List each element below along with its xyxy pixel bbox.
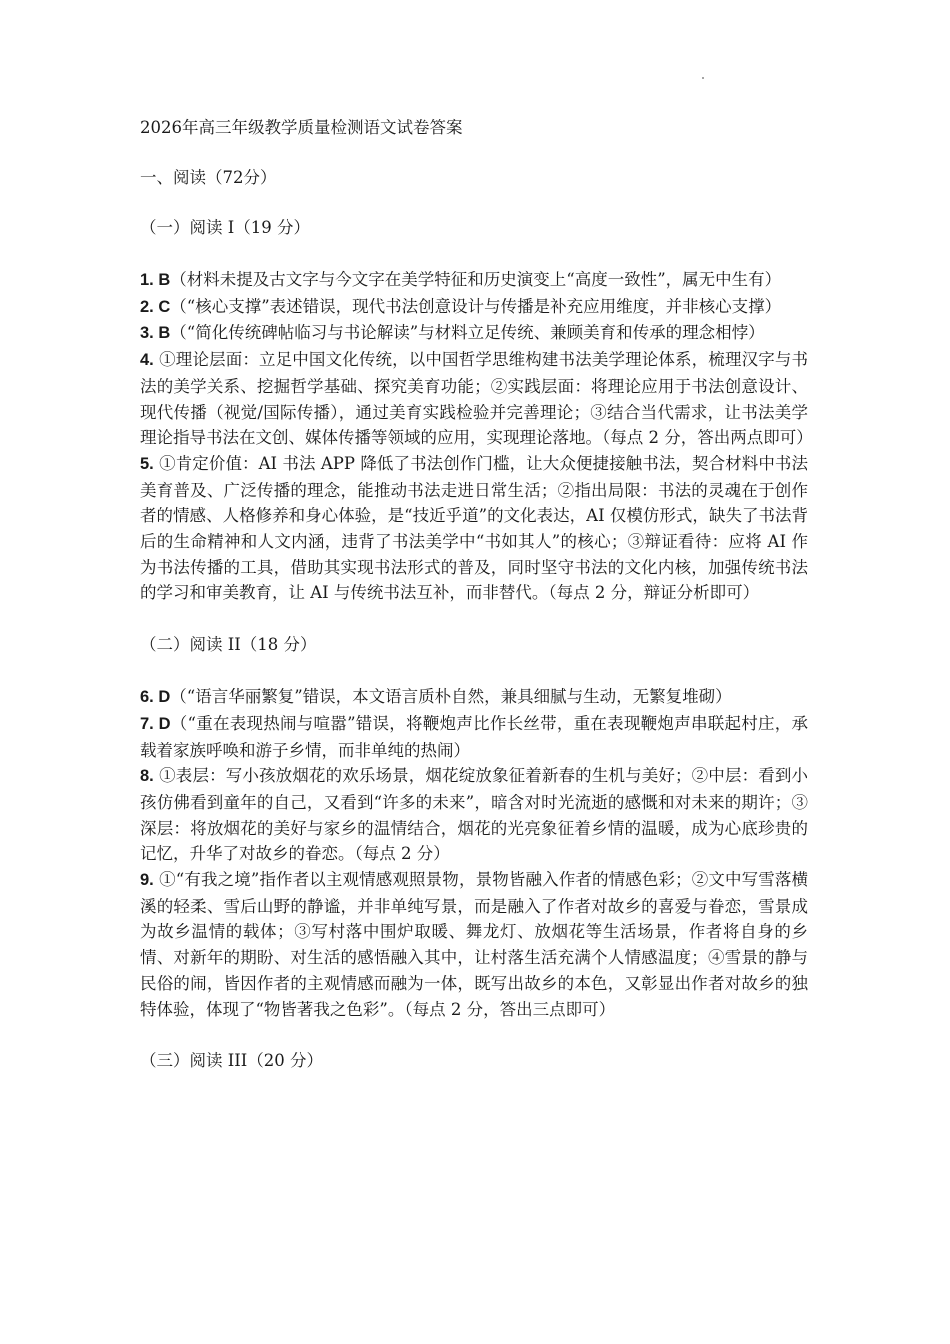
answer-item-1 bbox=[140, 267, 808, 294]
answer-group-reading-1 bbox=[140, 267, 813, 606]
answer-group-reading-2 bbox=[140, 684, 808, 1022]
answer-item-4 bbox=[140, 347, 813, 451]
answer-text: ①“有我之境”指作者以主观情感观照景物，景物皆融入作者的情感色彩；②文中写雪落横溪的轻柔、雪后山野的静谧，并非单纯写景，而是融入了作者对故乡的喜爱与眷恋，雪景成为故乡温情的载体；③写村落中围炉取暖、舞龙灯、放烟花等生活场景，作者将自身的乡情、对新年的期盼、对生活的感悟融入其中，让村落生活充满个人情感温度；④雪景的静与民俗的闹，皆因作者的主观情感而融为一体，既写出故乡的本色，又彰显出作者对故乡的独特体验，体现了“物皆著我之色彩”。（每点 2 分，答出三点即可） bbox=[140, 870, 808, 1019]
answer-item-2 bbox=[140, 294, 808, 321]
document-title: 2026年高三年级教学质量检测语文试卷答案 bbox=[140, 118, 463, 137]
answer-number: 3. B bbox=[140, 324, 171, 343]
answer-text: （材料未提及古文字与今文字在美学特征和历史演变上“高度一致性”，属无中生有） bbox=[170, 270, 782, 289]
answer-item-6 bbox=[140, 684, 808, 711]
section-heading-reading: 一、阅读（72分） bbox=[140, 168, 277, 187]
answer-document bbox=[140, 115, 813, 1100]
part-heading-reading-2: （二）阅读 II（18 分） bbox=[140, 635, 317, 655]
answer-text: （“重在表现热闹与喧嚣”错误，将鞭炮声比作长丝带，重在表现鞭炮声串联起村庄，承载着家族呼唤和游子乡情，而非单纯的热闹） bbox=[140, 713, 809, 760]
answer-number: 2. C bbox=[140, 297, 171, 316]
scan-speck bbox=[702, 77, 704, 79]
answer-number: 7. D bbox=[140, 714, 171, 733]
answer-text: （“语言华丽繁复”错误，本文语言质朴自然，兼具细腻与生动，无繁复堆砌） bbox=[170, 687, 732, 707]
answer-text: （“核心支撑”表述错误，现代书法创意设计与传播是补充应用维度，并非核心支撑） bbox=[170, 296, 782, 316]
answer-number: 4. bbox=[140, 351, 154, 370]
answer-number: 5. bbox=[140, 454, 154, 473]
answer-item-9 bbox=[140, 867, 808, 1022]
answer-number: 6. D bbox=[140, 688, 171, 707]
answer-number: 8. bbox=[140, 767, 154, 786]
part-heading-reading-1: （一）阅读 I（19 分） bbox=[140, 218, 311, 237]
part-heading-reading-3: （三）阅读 III（20 分） bbox=[140, 1051, 324, 1071]
answer-item-7 bbox=[140, 711, 808, 763]
answer-text: ①理论层面：立足中国文化传统，以中国哲学思维构建书法美学理论体系，梳理汉字与书法的美学关系、挖掘哲学基础、探究美育功能；②实践层面：将理论应用于书法创意设计、现代传播（视觉/国际传播），通过美育实践检验并完善理论；③结合当代需求，让书法美学理论指导书法在文创、媒体传播等领域的应用，实现理论落地。（每点 2 分，答出两点即可） bbox=[140, 350, 813, 448]
answer-number: 9. bbox=[140, 871, 154, 890]
answer-item-3 bbox=[140, 320, 808, 347]
answer-text: （“简化传统碑帖临习与书论解读”与材料立足传统、兼顾美育和传承的理念相悖） bbox=[170, 323, 765, 343]
answer-item-8 bbox=[140, 763, 808, 867]
answer-item-5 bbox=[140, 451, 808, 606]
answer-text: ①表层：写小孩放烟花的欢乐场景，烟花绽放象征着新春的生机与美好；②中层：看到小孩仿佛看到童年的自己，又看到“许多的未来”，暗含对时光流逝的感慨和对未来的期许；③深层：将放烟花的美好与家乡的温情结合，烟花的光亮象征着乡情的温暖，成为心底珍贵的记忆，升华了对故乡的眷恋。（每点 2 分） bbox=[140, 766, 808, 864]
answer-number: 1. B bbox=[140, 271, 171, 289]
answer-text: ①肯定价值：AI 书法 APP 降低了书法创作门槛，让大众便捷接触书法，契合材料中书法美育普及、广泛传播的理念，能推动书法走进日常生活；②指出局限：书法的灵魂在于创作者的情感、人格修养和身心体验，是“技近乎道”的文化表达，AI 仅模仿形式，缺失了书法背后的生命精神和人文内涵，违背了书法美学中“书如其人”的核心；③辩证看待：应将 AI 作为书法传播的工具，借助其实现书法形式的普及，同时坚守书法的文化内核，加强传统书法的学习和审美教育，让 AI 与传统书法互补，而非替代。（每点 2 分，辩证分析即可） bbox=[140, 453, 809, 603]
